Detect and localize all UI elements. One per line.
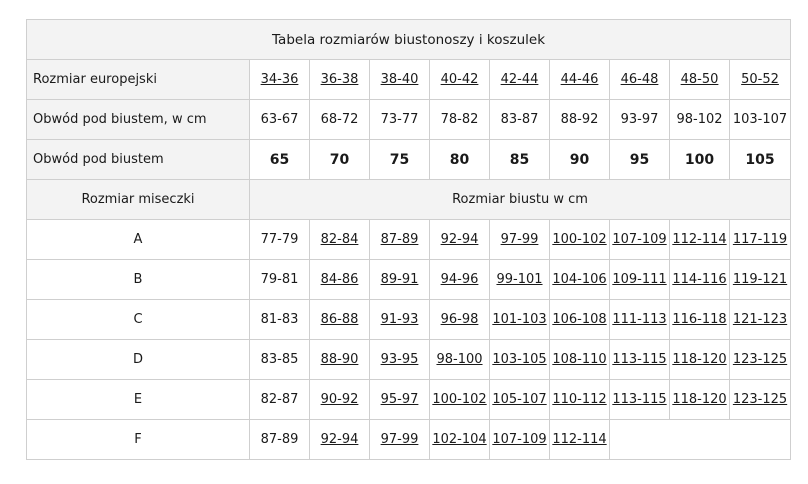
bust-size-cell: 77-79 [250,220,310,260]
bust-size-cell[interactable] [430,340,490,380]
title-row [27,20,791,60]
eu-size-link[interactable]: 46-48 [620,72,659,87]
bust-size-cell: 83-85 [250,340,310,380]
table-title: Tabela rozmiarów biustonoszy i koszulek [27,20,791,60]
bust-size-cell[interactable] [490,340,550,380]
bust-size-cell[interactable] [550,260,610,300]
bust-size-cell[interactable] [310,380,370,420]
underbust-row [27,140,791,180]
bust-size-cell[interactable] [550,340,610,380]
bust-size-link[interactable]: 82-84 [320,232,359,247]
cup-size-header: Rozmiar miseczki [27,180,250,220]
bust-size-link[interactable]: 105-107 [492,392,547,407]
bust-size-cell[interactable] [430,380,490,420]
bust-size-link[interactable]: 109-111 [612,272,667,287]
bust-size-cell[interactable] [490,420,550,460]
underbust-cm-row [27,100,791,140]
bust-size-link[interactable]: 123-125 [732,392,788,407]
bust-size-link[interactable]: 92-94 [440,232,479,247]
bust-size-link[interactable]: 111-113 [612,312,667,327]
eu-size-cell[interactable] [730,60,791,100]
eu-size-link[interactable]: 40-42 [440,72,479,87]
bust-size-link[interactable]: 97-99 [380,432,419,447]
bust-size-link[interactable]: 89-91 [380,272,419,287]
empty-cell [610,420,791,460]
bust-size-link[interactable]: 107-109 [492,432,547,447]
underbust-cm-cell: 63-67 [250,100,310,140]
bust-size-link[interactable]: 108-110 [552,352,607,367]
cup-row [27,340,791,380]
eu-size-cell[interactable] [310,60,370,100]
underbust-cm-cell: 68-72 [310,100,370,140]
underbust-cell: 85 [490,140,550,180]
cup-row [27,260,791,300]
bust-size-link[interactable]: 84-86 [320,272,359,287]
eu-size-cell[interactable] [370,60,430,100]
bust-size-cell[interactable] [730,260,791,300]
bust-size-link[interactable]: 104-106 [552,272,607,287]
bust-size-link[interactable]: 87-89 [380,232,419,247]
bust-size-cell[interactable] [490,300,550,340]
cup-row [27,420,791,460]
bust-size-cell[interactable] [550,220,610,260]
cup-header-row [27,180,791,220]
cup-letter: D [27,340,250,380]
bust-size-link[interactable]: 107-109 [612,232,667,247]
underbust-cell: 70 [310,140,370,180]
bust-size-cell[interactable] [370,260,430,300]
bust-size-cell[interactable] [430,260,490,300]
bust-size-cell[interactable] [670,380,730,420]
bust-size-link[interactable]: 97-99 [500,232,539,247]
eu-size-cell[interactable] [490,60,550,100]
bust-size-link[interactable]: 95-97 [380,392,419,407]
bust-size-cell[interactable] [670,340,730,380]
underbust-cm-cell: 93-97 [610,100,670,140]
bust-size-link[interactable]: 90-92 [320,392,359,407]
bust-size-link[interactable]: 103-105 [492,352,547,367]
underbust-cell: 65 [250,140,310,180]
bust-size-cell[interactable] [370,420,430,460]
eu-size-link[interactable]: 48-50 [680,72,719,87]
bust-size-link[interactable]: 99-101 [496,272,543,287]
bust-size-cell[interactable] [610,300,670,340]
bust-size-cell: 79-81 [250,260,310,300]
bust-size-cell: 81-83 [250,300,310,340]
bust-size-link[interactable]: 86-88 [320,312,359,327]
underbust-cm-cell: 103-107 [730,100,791,140]
bust-size-header: Rozmiar biustu w cm [250,180,791,220]
bust-size-link[interactable]: 94-96 [440,272,479,287]
underbust-cm-cell: 83-87 [490,100,550,140]
bust-size-cell[interactable] [670,220,730,260]
eu-size-cell[interactable] [670,60,730,100]
bust-size-cell[interactable] [310,420,370,460]
bust-size-link[interactable]: 100-102 [552,232,607,247]
underbust-cm-cell: 73-77 [370,100,430,140]
eu-size-link[interactable]: 44-46 [560,72,599,87]
bust-size-cell[interactable] [430,420,490,460]
bust-size-link[interactable]: 91-93 [380,312,419,327]
bust-size-cell[interactable] [550,420,610,460]
eu-size-cell[interactable] [430,60,490,100]
bust-size-cell: 87-89 [250,420,310,460]
bust-size-cell[interactable] [430,220,490,260]
bust-size-link[interactable]: 121-123 [732,312,788,327]
bust-size-cell[interactable] [670,300,730,340]
bust-size-cell[interactable] [310,220,370,260]
bust-size-cell[interactable] [370,380,430,420]
eu-size-cell[interactable] [250,60,310,100]
bust-size-cell[interactable] [490,220,550,260]
bust-size-link[interactable]: 93-95 [380,352,419,367]
bust-size-link[interactable]: 114-116 [672,272,727,287]
bust-size-cell[interactable] [490,380,550,420]
eu-size-link[interactable]: 50-52 [741,72,779,87]
underbust-cell: 100 [670,140,730,180]
bust-size-link[interactable]: 118-120 [672,392,727,407]
bust-size-link[interactable]: 116-118 [672,312,727,327]
bust-size-cell[interactable] [730,340,791,380]
bust-size-link[interactable]: 88-90 [320,352,359,367]
bust-size-link[interactable]: 102-104 [432,432,487,447]
bust-size-link[interactable]: 118-120 [672,352,727,367]
bust-size-link[interactable]: 98-100 [436,352,483,367]
bust-size-cell[interactable] [730,380,791,420]
cup-letter: A [27,220,250,260]
cup-letter: E [27,380,250,420]
underbust-cm-cell: 88-92 [550,100,610,140]
eu-size-link[interactable]: 38-40 [380,72,419,87]
eu-size-link[interactable]: 36-38 [320,72,359,87]
underbust-cell: 95 [610,140,670,180]
cup-letter: B [27,260,250,300]
bust-size-cell[interactable] [370,340,430,380]
underbust-cell: 90 [550,140,610,180]
bust-size-cell[interactable] [550,380,610,420]
underbust-cell: 105 [730,140,791,180]
cup-letter: F [27,420,250,460]
bust-size-cell[interactable] [610,220,670,260]
cup-row [27,380,791,420]
bust-size-cell[interactable] [310,300,370,340]
bust-size-cell[interactable] [670,260,730,300]
underbust-cell: 80 [430,140,490,180]
bust-size-link[interactable]: 100-102 [432,392,487,407]
eu-size-link[interactable]: 42-44 [500,72,539,87]
bust-size-cell[interactable] [310,260,370,300]
bust-size-cell[interactable] [550,300,610,340]
cup-row [27,300,791,340]
bust-size-cell[interactable] [430,300,490,340]
bust-size-cell[interactable] [310,340,370,380]
bust-size-cell[interactable] [610,340,670,380]
bust-size-cell: 82-87 [250,380,310,420]
bust-size-link[interactable]: 112-114 [672,232,727,247]
bust-size-link[interactable]: 106-108 [552,312,607,327]
bust-size-link[interactable]: 113-115 [612,352,667,367]
bust-size-cell[interactable] [610,380,670,420]
bust-size-link[interactable]: 92-94 [320,432,359,447]
bust-size-link[interactable]: 119-121 [732,272,788,287]
underbust-cm-cell: 78-82 [430,100,490,140]
eu-size-link[interactable]: 34-36 [260,72,299,87]
bust-size-link[interactable]: 112-114 [552,432,607,447]
underbust-cell: 75 [370,140,430,180]
eu-size-cell[interactable] [610,60,670,100]
cup-row [27,220,791,260]
bust-size-cell[interactable] [610,260,670,300]
eu-size-label: Rozmiar europejski [27,60,250,100]
eu-size-row [27,60,791,100]
bust-size-link[interactable]: 96-98 [440,312,479,327]
underbust-label: Obwód pod biustem [27,140,250,180]
bust-size-link[interactable]: 117-119 [732,232,788,247]
bust-size-link[interactable]: 123-125 [732,352,788,367]
bust-size-link[interactable]: 113-115 [612,392,667,407]
bust-size-cell[interactable] [730,300,791,340]
size-table [26,19,791,460]
bust-size-link[interactable]: 110-112 [552,392,607,407]
underbust-cm-cell: 98-102 [670,100,730,140]
bust-size-cell[interactable] [490,260,550,300]
bust-size-cell[interactable] [370,300,430,340]
cup-letter: C [27,300,250,340]
bust-size-cell[interactable] [370,220,430,260]
underbust-cm-label: Obwód pod biustem, w cm [27,100,250,140]
eu-size-cell[interactable] [550,60,610,100]
bust-size-cell[interactable] [730,220,791,260]
bust-size-link[interactable]: 101-103 [492,312,547,327]
